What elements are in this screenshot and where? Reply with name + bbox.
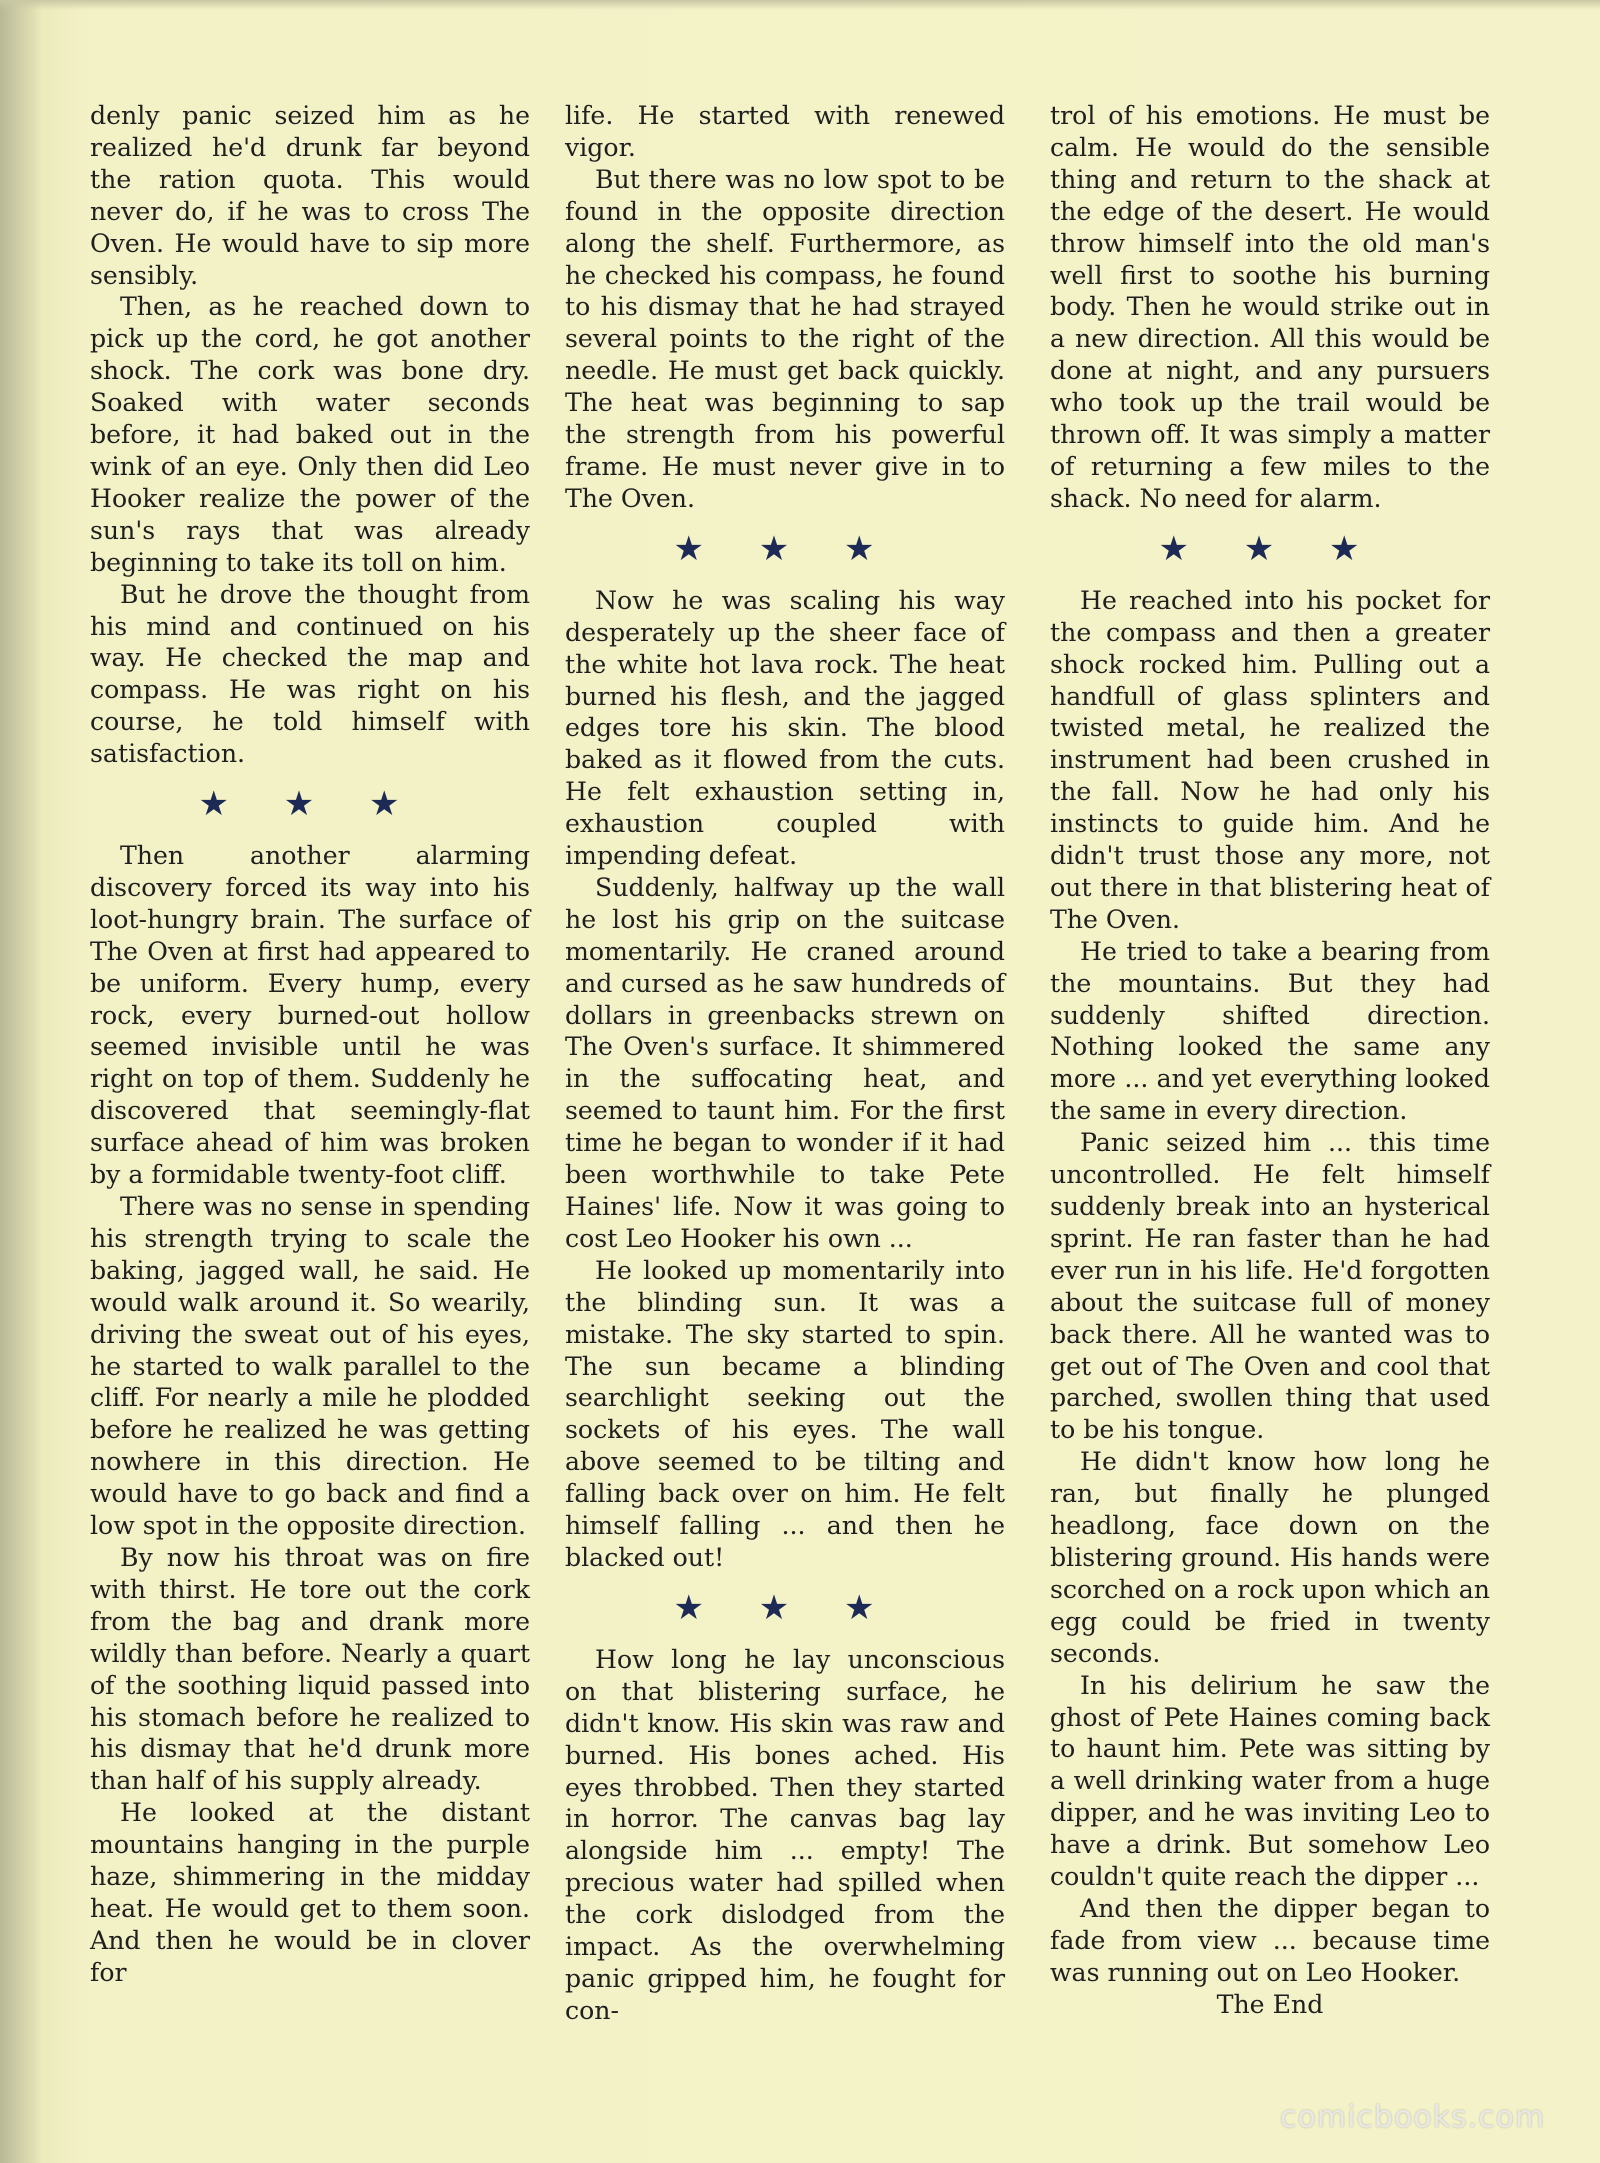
story-paragraph: In his delirium he saw the ghost of Pete Haines coming back to haunt him. Pete was sitting by a well drinking water from a huge dipper, and he was inviting Leo to have a drink. But somehow Leo couldn't quite reach the dipper ... — [1050, 1670, 1490, 1892]
text-column-1 — [90, 100, 530, 1989]
story-paragraph: By now his throat was on fire with thirst. He tore out the cork from the bag and drank more wildly than before. Nearly a quart of the soothing liquid passed into his stomach before he realized to his dismay that he'd drunk more than half of his supply already. — [90, 1542, 530, 1796]
section-break-stars: ★ ★ ★ — [198, 784, 422, 825]
story-paragraph: He tried to take a bearing from the mountains. But they had suddenly shifted direction. Nothing looked the same any more ... and yet everything looked the same in every direction. — [1050, 936, 1490, 1126]
story-paragraph: He looked at the distant mountains hanging in the purple haze, shimmering in the midday heat. He would get to them soon. And then he would be in clover for — [90, 1798, 530, 1987]
text-column-2 — [565, 100, 1005, 2027]
story-paragraph: How long he lay unconscious on that blistering surface, he didn't know. His skin was raw and burned. His bones ached. His eyes throbbed. Then they started in horror. The canvas bag lay alongside him ... empty! The precious water had spilled when the cork dislodged from the impact. As the overwhelming panic gripped him, he fought for con- — [565, 1644, 1005, 2025]
story-paragraph: Then another alarming discovery forced its way into his loot-hungry brain. The surface of The Oven at first had appeared to be uniform. Every hump, every rock, every burned-out hollow seemed invisible until he was right on top of them. Suddenly he discovered that seemingly-flat surface ahead of him was broken by a formidable twenty-foot cliff. — [90, 841, 530, 1190]
story-paragraph: Then, as he reached down to pick up the cord, he got another shock. The cork was bone dry. Soaked with water seconds before, it had baked out in the wink of an eye. Only then did Leo Hooker realize the power of the sun's rays that was already beginning to take its toll on him. — [90, 292, 530, 577]
section-break-stars: ★ ★ ★ — [1158, 528, 1382, 569]
story-paragraph: life. He started with renewed vigor. — [565, 101, 1005, 162]
story-paragraph: Now he was scaling his way desperately up the sheer face of the white hot lava rock. The heat burned his flesh, and the jagged edges tore his skin. The blood baked as it flowed from the cuts. He felt exhaustion setting in, exhaustion coupled with impending defeat. — [565, 585, 1005, 871]
section-break-stars: ★ ★ ★ — [673, 1587, 897, 1628]
text-column-3 — [1050, 100, 1490, 2021]
story-end-label: The End — [1216, 1989, 1324, 2019]
story-paragraph: Suddenly, halfway up the wall he lost his grip on the suitcase momentarily. He craned around and cursed as he saw hundreds of dollars in greenbacks strewn on The Oven's surface. It shimmered in the suffocating heat, and seemed to taunt him. For the first time he began to wonder if it had been worthwhile to take Pete Haines' life. Now it was going to cost Leo Hooker his own ... — [565, 872, 1005, 1253]
page-top-edge — [0, 0, 1600, 10]
story-paragraph: He looked up momentarily into the blinding sun. It was a mistake. The sky started to spin. The sun became a blinding searchlight seeking out the sockets of his eyes. The wall above seemed to be tilting and falling back over on him. He felt himself falling ... and then he blacked out! — [565, 1255, 1005, 1572]
story-paragraph: But there was no low spot to be found in the opposite direction along the shelf. Furthermore, as he checked his compass, he found to his dismay that he had strayed several points to the right of the needle. He must get back quickly. The heat was beginning to sap the strength from his powerful frame. He must never give in to The Oven. — [565, 164, 1005, 513]
story-paragraph: But he drove the thought from his mind and continued on his way. He checked the map and compass. He was right on his course, he told himself with satisfaction. — [90, 579, 530, 769]
section-break-stars: ★ ★ ★ — [673, 528, 897, 569]
story-paragraph: He reached into his pocket for the compass and then a greater shock rocked him. Pulling out a handfull of glass splinters and twisted metal, he realized the instrument had been crushed in the fall. Now he had only his instincts to guide him. And he didn't trust those any more, not out there in that blistering heat of The Oven. — [1050, 585, 1490, 934]
story-paragraph: And then the dipper began to fade from view ... because time was running out on Leo Hooker. — [1050, 1893, 1490, 1987]
story-paragraph: trol of his emotions. He must be calm. He would do the sensible thing and return to the shack at the edge of the desert. He would throw himself into the old man's well first to soothe his burning body. Then he would strike out in a new direction. All this would be done at night, and any pursuers who took up the trail would be thrown off. It was simply a matter of returning a few miles to the shack. No need for alarm. — [1050, 101, 1490, 513]
story-paragraph: denly panic seized him as he realized he'd drunk far beyond the ration quota. This would never do, if he was to cross The Oven. He would have to sip more sensibly. — [90, 101, 530, 290]
page-spine-shadow — [0, 0, 42, 2163]
story-paragraph: There was no sense in spending his strength trying to scale the baking, jagged wall, he said. He would walk around it. So wearily, driving the sweat out of his eyes, he started to walk parallel to the cliff. For nearly a mile he plodded before he realized he was getting nowhere in this direction. He would have to go back and find a low spot in the opposite direction. — [90, 1192, 530, 1541]
story-paragraph: He didn't know how long he ran, but finally he plunged headlong, face down on the blistering ground. His hands were scorched on a rock upon which an egg could be fried in twenty seconds. — [1050, 1447, 1490, 1668]
story-paragraph: Panic seized him ... this time uncontrolled. He felt himself suddenly break into an hysterical sprint. He ran faster than he had ever run in his life. He'd forgotten about the suitcase full of money back there. All he wanted was to get out of The Oven and cool that parched, swollen thing that used to be his tongue. — [1050, 1128, 1490, 1445]
site-watermark: comicbooks.com — [1280, 2100, 1546, 2135]
